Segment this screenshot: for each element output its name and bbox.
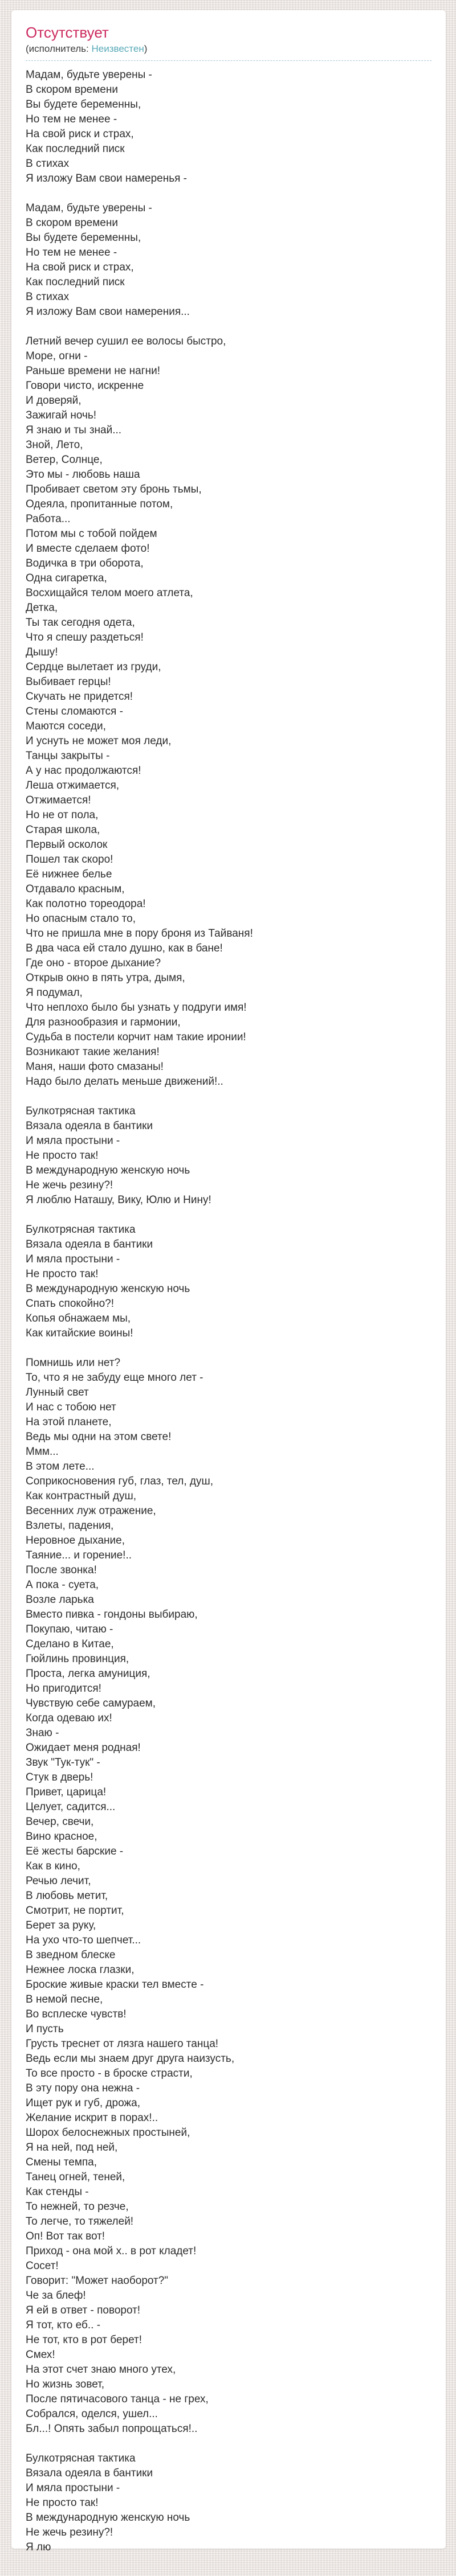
lyrics-text [26,68,431,2555]
dashed-divider [26,60,431,61]
stanza: Мадам, будьте уверены - В скором времени Вы будете беременны, Но тем не менее - На свой риск и страх, Как последний писк В стихах Я изложу Вам свои намерения... [26,202,190,318]
card-content [11,10,446,2555]
artist-line [26,43,431,55]
artist-label: (исполнитель: [26,43,92,55]
song-title: Отсутствует [26,24,109,41]
stanza: Булкотрясная тактика Вязала одеяла в бантики И мяла простыни - Не просто так! В международную женскую ночь Не жечь резину?! Я люблю Наташу, Вику, Юлю и Нину! [26,1105,211,1206]
artist-label-suffix: ) [144,43,148,55]
stanza: Летний вечер сушил ее волосы быстро, Море, огни - Раньше времени не нагни! Говори чисто, искренне И доверяй, Зажигай ночь! Я знаю и ты знай... Зной, Лето, Ветер, Солнце, Это мы - любовь наша Пробивает светом эту бронь тьмы, Одеяла, пропитанные потом, Работа... Потом мы с тобой пойдем И вместе сделаем фото! Водичка в три оборота, Одна сигаретка, Восхищайся телом моего атлета, Детка, Ты так сегодня одета, Что я спешу раздеться! Дышу! Сердце вылетает из груди, Выбивает герцы! Скучать не придется! Стены сломаются - Маются соседи, И уснуть не может моя леди, Танцы закрыты - А у нас продолжаются! Леша отжимается, Отжимается! Но не от пола, Старая школа, Первый осколок Пошел так скоро! Её нижнее белье Отдавало красным, Как полотно тореодора! Но опасным стало то, Что не пришла мне в пору броня из Тайваня! В два часа ей стало душно, как в бане! Где оно - второе дыхание? Открыв окно в пять утра, дымя, Я подумал, Что неплохо было бы узнать у подруги имя! Для разнообразия и гармонии, Судьба в постели корчит нам такие иронии! Возникают такие желания! Маня, наши фото смазаны! Надо было делать меньше движений!.. [26,335,253,1088]
artist-link[interactable]: Неизвестен [91,43,144,55]
lyrics-card [11,10,446,2553]
stanza: Мадам, будьте уверены - В скором времени Вы будете беременны, Но тем не менее - На свой риск и страх, Как последний писк В стихах Я изложу Вам свои намеренья - [26,68,187,184]
stanza: Помнишь или нет? То, что я не забуду еще много лет - Лунный свет И нас с тобою нет На этой планете, Ведь мы одни на этом свете! Ммм... В этом лете... Соприкосновения губ, глаз, тел, душ, Как контрастный душ, Весенних луж отражение, Взлеты, падения, Неровное дыхание, Таяние... и горение!.. После звонка! А пока - суета, Возле ларька Вместо пивка - гондоны выбираю, Покупаю, читаю - Сделано в Китае, Гюйлинь провинция, Проста, легка амуниция, Но пригодится! Чувствую себе самураем, Когда одеваю их! Знаю - Ожидает меня родная! Звук "Тук-тук" - Стук в дверь! Привет, царица! Целует, садится... Вечер, свечи, Вино красное, Её жесты барские - Как в кино, Речью лечит, В любовь метит, Смотрит, не портит, Берет за руку, На ухо что-то шепчет... В зведном блеске Нежнее лоска глазки, Броские живые краски тел вместе - В немой песне, Во всплеске чувств! И пусть Грусть треснет от лязга нашего танца! Ведь если мы знаем друг друга наизусть, То все просто - в броске страсти, В эту пору она нежна - Ищет рук и губ, дрожа, Желание искрит в порах!.. Шорох белоснежных простыней, Я на ней, под ней, Смены темпа, Танец огней, теней, Как стенды - То нежней, то резче, То легче, то тяжелей! Оп! Вот так вот! Приход - она мой х.. в рот кладет! Сосет! Говорит: "Может наоборот?" Че за блеф! Я ей в ответ - поворот! Я тот, кто еб.. - Не тот, кто в рот берет! Смех! На этот счет знаю много утех, Но жизнь зовет, После пятичасового танца - не грех, Собрался, оделся, ушел... Бл...! Опять забыл попрощаться!.. [26,1356,235,2435]
stanza: Булкотрясная тактика Вязала одеяла в бантики И мяла простыни - Не просто так! В международную женскую ночь Спать спокойно?! Копья обнажаем мы, Как китайские воины! [26,1223,190,1339]
stanza: Булкотрясная тактика Вязала одеяла в бантики И мяла простыни - Не просто так! В международную женскую ночь Не жечь резину?! Я лю [26,2452,190,2553]
